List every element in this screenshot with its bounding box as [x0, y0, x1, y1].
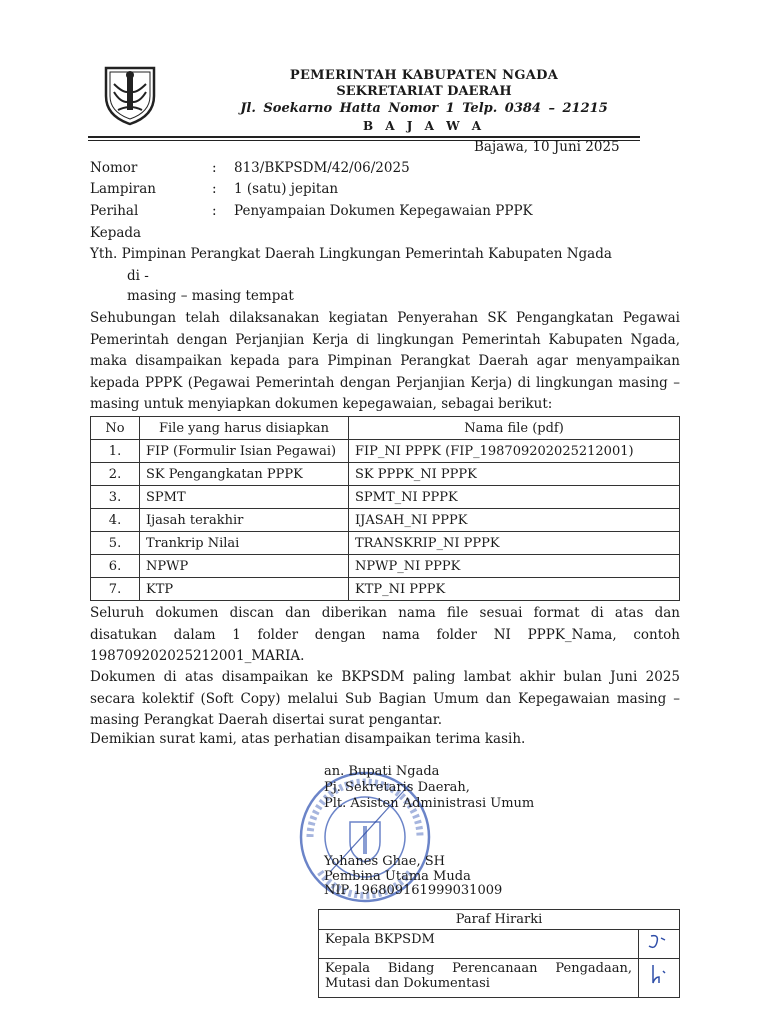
letterhead-city: B A J A W A: [362, 119, 486, 133]
cell-file: FIP (Formulir Isian Pegawai): [140, 440, 349, 463]
signature-line3: Plt. Asisten Administrasi Umum: [324, 796, 535, 811]
meta-value-perihal: Penyampaian Dokumen Kepegawaian PPPK: [234, 203, 533, 219]
table-row: [319, 910, 680, 930]
table-row: [91, 532, 680, 555]
cell-no: 7.: [91, 578, 140, 601]
paragraph-line: kepada PPPK (Pegawai Pemerintah dengan Perjanjian Kerja) di lingkungan masing –: [90, 374, 680, 391]
signature-line1: an. Bupati Ngada: [324, 764, 440, 779]
signer-name: Yohanes Ghae, SH: [324, 854, 445, 869]
meta-label-perihal: Perihal: [90, 203, 139, 219]
meta-colon: :: [212, 181, 217, 197]
paragraph-line: masing Perangkat Daerah disertai surat pengantar.: [90, 712, 443, 728]
recipient-di: di -: [127, 268, 149, 284]
cell-no: 6.: [91, 555, 140, 578]
paraf-title: Paraf Hirarki: [319, 910, 680, 930]
recipient-kepada: Kepada: [90, 225, 142, 241]
table-row: [91, 555, 680, 578]
paragraph-line: secara kolektif (Soft Copy) melalui Sub Bagian Umum dan Kepegawaian masing –: [90, 690, 680, 707]
cell-file: KTP: [140, 578, 349, 601]
letterhead-line1: PEMERINTAH KABUPATEN NGADA: [289, 68, 559, 83]
table-row: [91, 463, 680, 486]
letterhead-rule: [88, 136, 640, 138]
paragraph-line: Sehubungan telah dilaksanakan kegiatan Penyerahan SK Pengangkatan Pegawai: [90, 310, 680, 326]
cell-filename: FIP_NI PPPK (FIP_198709202025212001): [349, 440, 680, 463]
table-row: [91, 440, 680, 463]
header-filename: Nama file (pdf): [349, 417, 680, 440]
document-files-table: [90, 416, 680, 601]
meta-colon: :: [212, 203, 217, 219]
meta-value-lampiran: 1 (satu) jepitan: [234, 181, 339, 197]
table-row: [319, 930, 680, 959]
paragraph-line: 198709202025212001_MARIA.: [90, 648, 305, 664]
deadline-paragraph: [90, 667, 680, 732]
table-row: [319, 959, 680, 998]
header-no: No: [91, 417, 140, 440]
cell-no: 4.: [91, 509, 140, 532]
table-row: [91, 509, 680, 532]
cell-filename: TRANSKRIP_NI PPPK: [349, 532, 680, 555]
cell-filename: SPMT_NI PPPK: [349, 486, 680, 509]
signer-nip: NIP 196809161999031009: [324, 883, 503, 898]
cell-file: NPWP: [140, 555, 349, 578]
signature-line2: Pj. Sekretaris Daerah,: [324, 780, 470, 795]
cell-no: 1.: [91, 440, 140, 463]
paragraph-line: Pemerintah dengan Perjanjian Kerja di lingkungan Pemerintah Kabupaten Ngada,: [90, 331, 680, 348]
letterhead-address: Jl. Soekarno Hatta Nomor 1 Telp. 0384 – 21215: [240, 101, 608, 116]
cell-filename: IJASAH_NI PPPK: [349, 509, 680, 532]
place-date: Bajawa, 10 Juni 2025: [474, 139, 620, 155]
paraf-initial-2: [639, 959, 680, 998]
cell-filename: SK PPPK_NI PPPK: [349, 463, 680, 486]
cell-file: Ijasah terakhir: [140, 509, 349, 532]
recipient-yth: Yth. Pimpinan Perangkat Daerah Lingkungan Pemerintah Kabupaten Ngada: [90, 246, 612, 262]
cell-filename: NPWP_NI PPPK: [349, 555, 680, 578]
cell-file: SK Pengangkatan PPPK: [140, 463, 349, 486]
cell-no: 5.: [91, 532, 140, 555]
intro-paragraph: [90, 308, 680, 416]
paraf-row2-label: [319, 959, 639, 998]
cell-no: 2.: [91, 463, 140, 486]
handwritten-initial-icon: [645, 961, 669, 991]
meta-label-nomor: Nomor: [90, 160, 138, 176]
meta-colon: :: [212, 160, 217, 176]
cell-file: Trankrip Nilai: [140, 532, 349, 555]
paraf-row2-line2: Mutasi dan Dokumentasi: [325, 976, 490, 991]
signer-rank: Pembina Utama Muda: [324, 869, 471, 884]
paragraph-line: disatukan dalam 1 folder dengan nama folder NI PPPK_Nama, contoh: [90, 626, 680, 643]
cell-no: 3.: [91, 486, 140, 509]
handwritten-initial-icon: [645, 932, 669, 952]
paragraph-line: maka disampaikan kepada para Pimpinan Perangkat Daerah agar menyampaikan: [90, 353, 680, 369]
instruction-paragraph: [90, 603, 680, 668]
table-row: [91, 486, 680, 509]
recipient-place: masing – masing tempat: [127, 288, 294, 304]
meta-label-lampiran: Lampiran: [90, 181, 156, 197]
table-row: [91, 578, 680, 601]
paraf-hirarki-table: [318, 909, 680, 998]
meta-value-nomor: 813/BKPSDM/42/06/2025: [234, 160, 410, 176]
paragraph-line: Dokumen di atas disampaikan ke BKPSDM paling lambat akhir bulan Juni 2025: [90, 669, 680, 685]
paraf-row2-line1: Kepala Bidang Perencanaan Pengadaan,: [325, 961, 632, 976]
cell-filename: KTP_NI PPPK: [349, 578, 680, 601]
cell-file: SPMT: [140, 486, 349, 509]
letterhead-line2: SEKRETARIAT DAERAH: [336, 84, 512, 99]
closing-sentence: Demikian surat kami, atas perhatian disampaikan terima kasih.: [90, 731, 526, 747]
paraf-initial-1: [639, 930, 680, 959]
header-file: File yang harus disiapkan: [140, 417, 349, 440]
table-header-row: [91, 417, 680, 440]
paragraph-line: Seluruh dokumen discan dan diberikan nama file sesuai format di atas dan: [90, 605, 680, 621]
paraf-row1-label: Kepala BKPSDM: [319, 930, 639, 959]
paragraph-line: masing untuk menyiapkan dokumen kepegawaian, sebagai berikut:: [90, 396, 553, 412]
